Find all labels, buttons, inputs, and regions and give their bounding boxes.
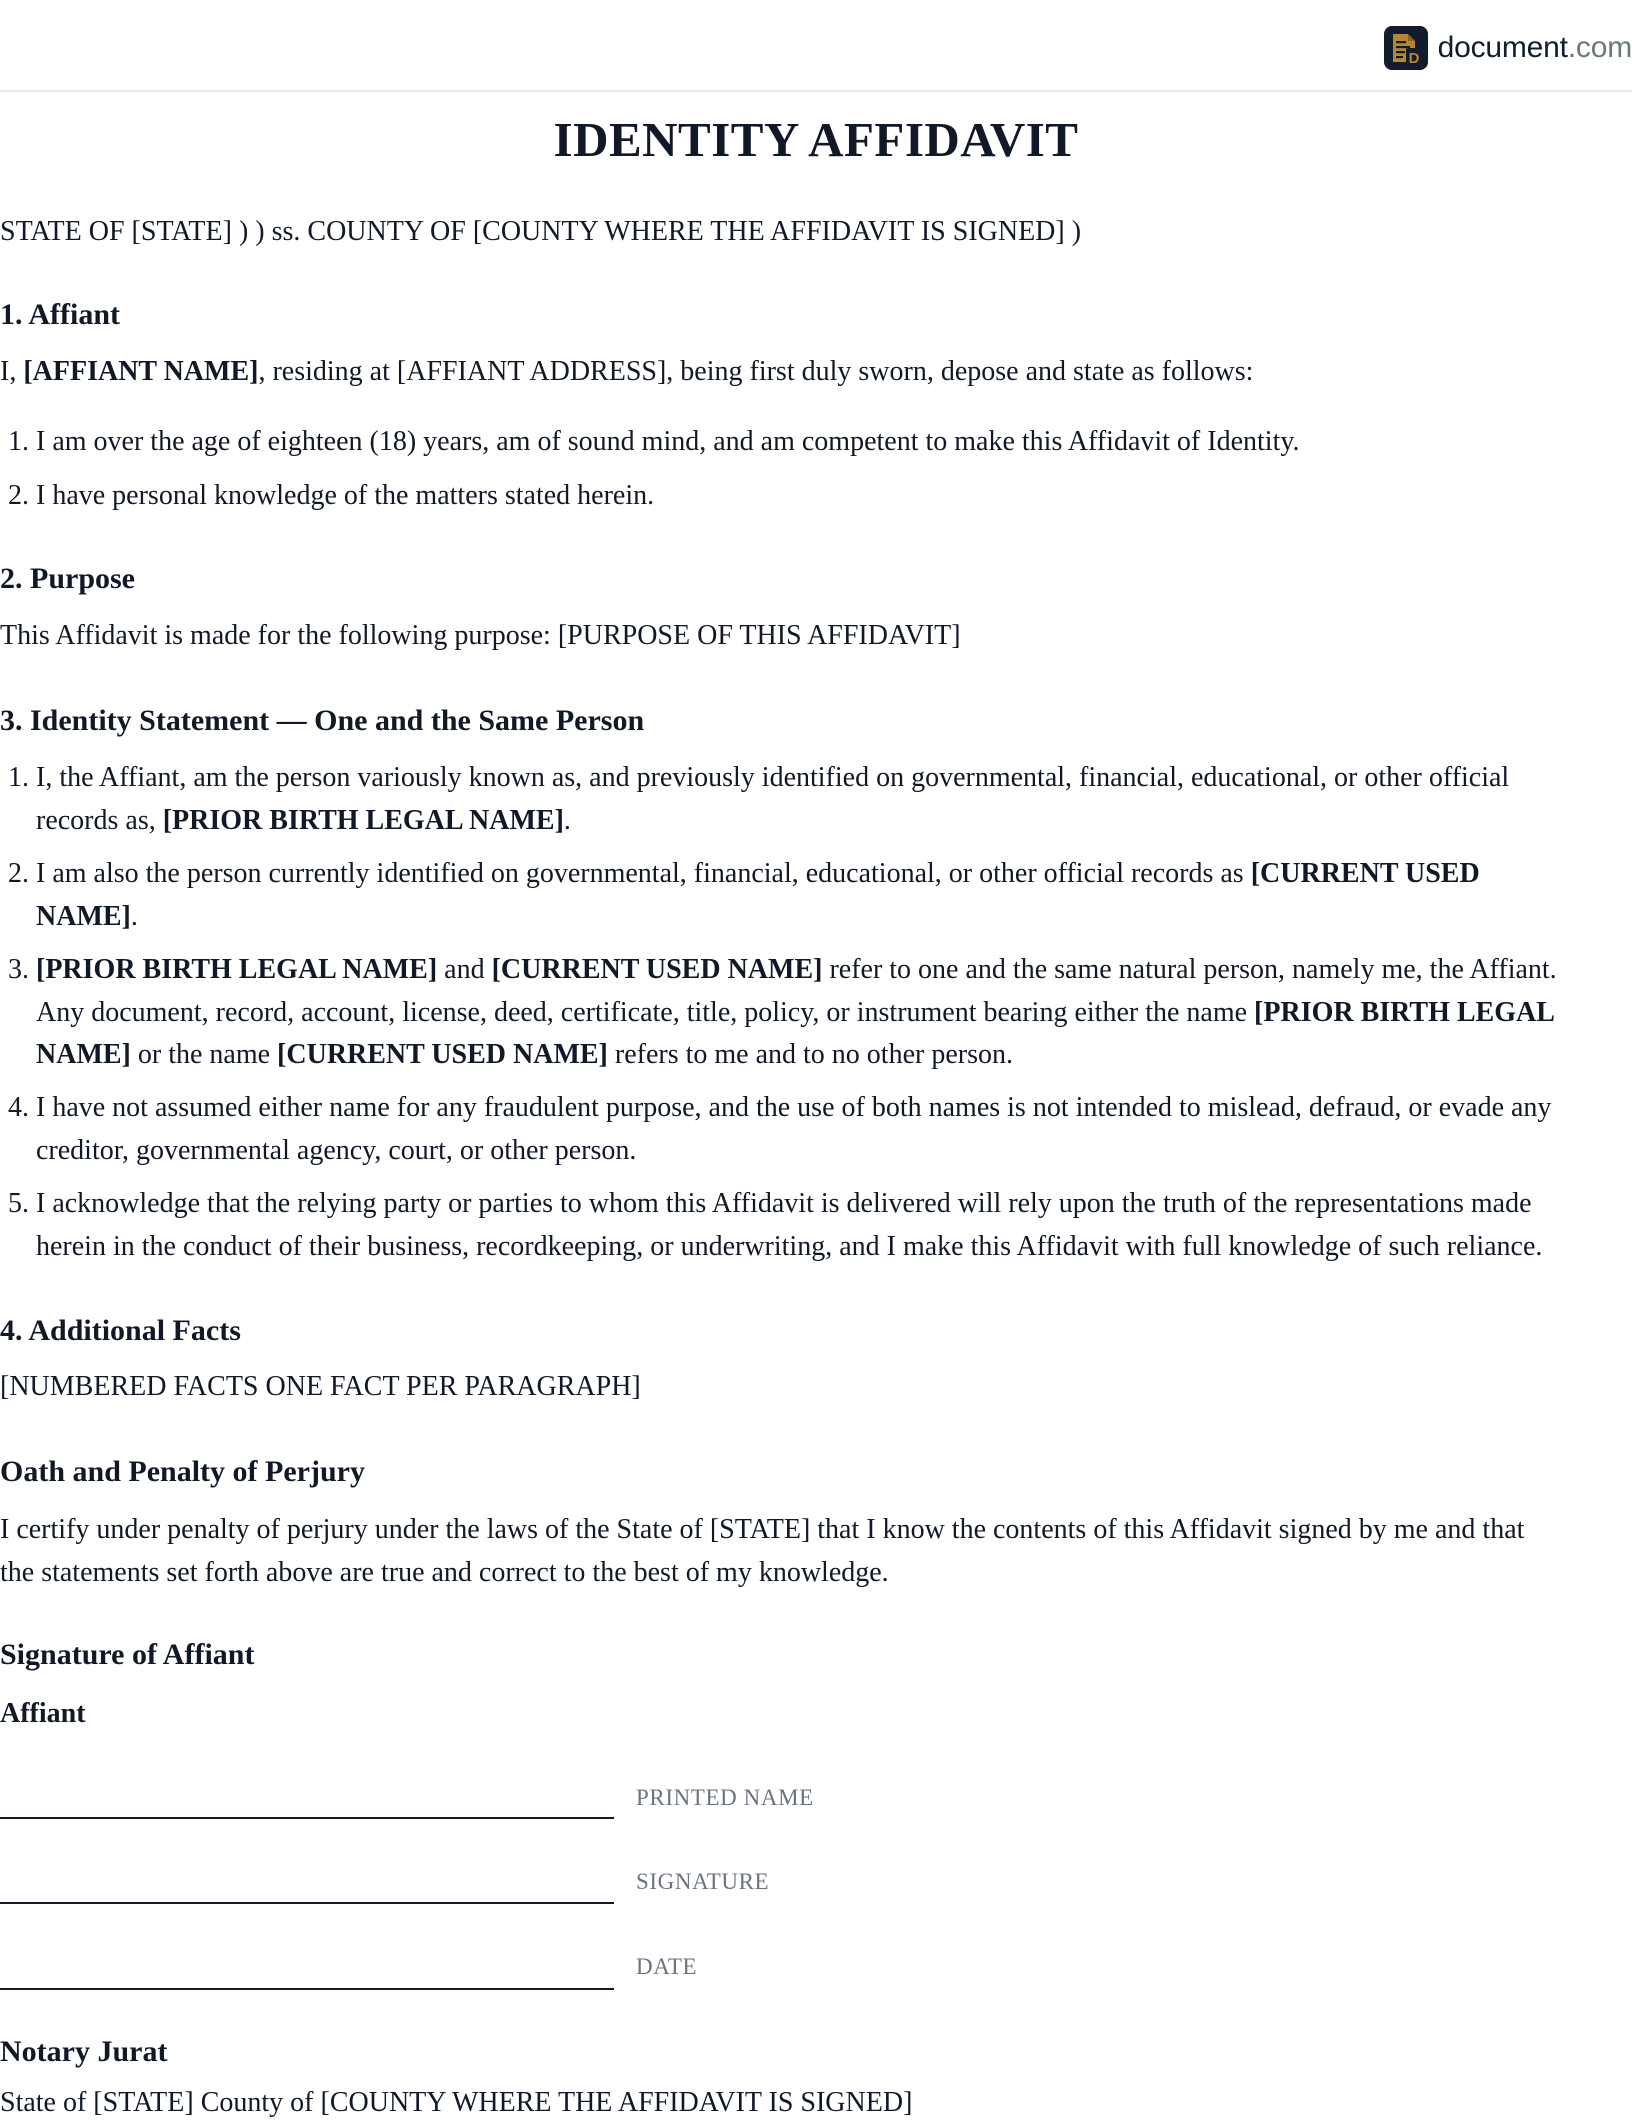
oath-text: I certify under penalty of perjury under the laws of the State of [STATE] that I know the contents of this Affidavit signed by me and that the statements set forth above are true and correct to the best of my knowledge.: [0, 1514, 1525, 1588]
printed-name-label: PRINTED NAME: [636, 1785, 814, 1810]
additional-facts-text: [NUMBERED FACTS ONE FACT PER PARAGRAPH]: [0, 1371, 641, 1402]
svg-text:D: D: [1408, 50, 1420, 67]
brand-logo-link[interactable]: [1384, 26, 1632, 70]
section-heading-oath: Oath and Penalty of Perjury: [0, 1455, 365, 1488]
signature-label: SIGNATURE: [636, 1869, 770, 1894]
date-line[interactable]: [0, 1988, 614, 1990]
section-heading-signature: Signature of Affiant: [0, 1638, 255, 1671]
top-bar: [0, 0, 1632, 92]
list-item: 4. I have not assumed either name for any fraudulent purpose, and the use of both names is not intended to mislead, defraud, or evade any creditor, governmental agency, court, or other person.: [8, 1092, 1552, 1166]
affiant-name-placeholder: [AFFIANT NAME]: [23, 356, 259, 387]
section-heading-notary: Notary Jurat: [0, 2035, 168, 2068]
document-title: IDENTITY AFFIDAVIT: [553, 112, 1079, 167]
section-heading-additional-facts: 4. Additional Facts: [0, 1314, 241, 1347]
list-item: 1. I am over the age of eighteen (18) years, am of sound mind, and am competent to make this Affidavit of Identity.: [8, 426, 1300, 457]
notary-venue-text: State of [STATE] County of [COUNTY WHERE THE AFFIDAVIT IS SIGNED]: [0, 2087, 913, 2118]
brand-name: document.com: [1437, 31, 1632, 64]
venue-line: STATE OF [STATE] ) ) ss. COUNTY OF [COUNTY WHERE THE AFFIDAVIT IS SIGNED] ): [0, 216, 1082, 247]
list-item: 1. I, the Affiant, am the person variously known as, and previously identified on governmental, financial, educational, or other official records as, [PRIOR BIRTH LEGAL NAME].: [8, 762, 1510, 836]
section-heading-affiant: 1. Affiant: [0, 298, 120, 331]
document-logo-icon: [1384, 26, 1428, 70]
list-item: 5. I acknowledge that the relying party or parties to whom this Affidavit is delivered will rely upon the truth of the representations made herein in the conduct of their business, recordkeeping, or underwriting, and I make this Affidavit with full knowledge of such reliance.: [8, 1188, 1543, 1262]
section-heading-purpose: 2. Purpose: [0, 562, 135, 595]
list-item: 2. I have personal knowledge of the matters stated herein.: [8, 480, 655, 511]
affiant-intro: I, [AFFIANT NAME], residing at [AFFIANT ADDRESS], being first duly sworn, depose and state as follows:: [0, 356, 1254, 387]
signature-line[interactable]: [0, 1902, 614, 1904]
date-label: DATE: [636, 1954, 698, 1979]
list-item: 3. [PRIOR BIRTH LEGAL NAME] and [CURRENT USED NAME] refer to one and the same natural person, namely me, the Affiant. Any document, record, account, license, deed, certificate, title, policy, or instrument bearing either the name [PRIOR BIRTH LEGAL NAME] or the name [CURRENT USED NAME] refers to me and to no other person.: [8, 954, 1557, 1070]
signature-subheading: Affiant: [0, 1698, 86, 1729]
section-heading-identity: 3. Identity Statement — One and the Same Person: [0, 704, 645, 737]
purpose-text: This Affidavit is made for the following purpose: [PURPOSE OF THIS AFFIDAVIT]: [0, 620, 961, 651]
printed-name-line[interactable]: [0, 1817, 614, 1819]
list-item: 2. I am also the person currently identified on governmental, financial, educational, or other official records as [CURRENT USED NAME].: [8, 858, 1480, 932]
